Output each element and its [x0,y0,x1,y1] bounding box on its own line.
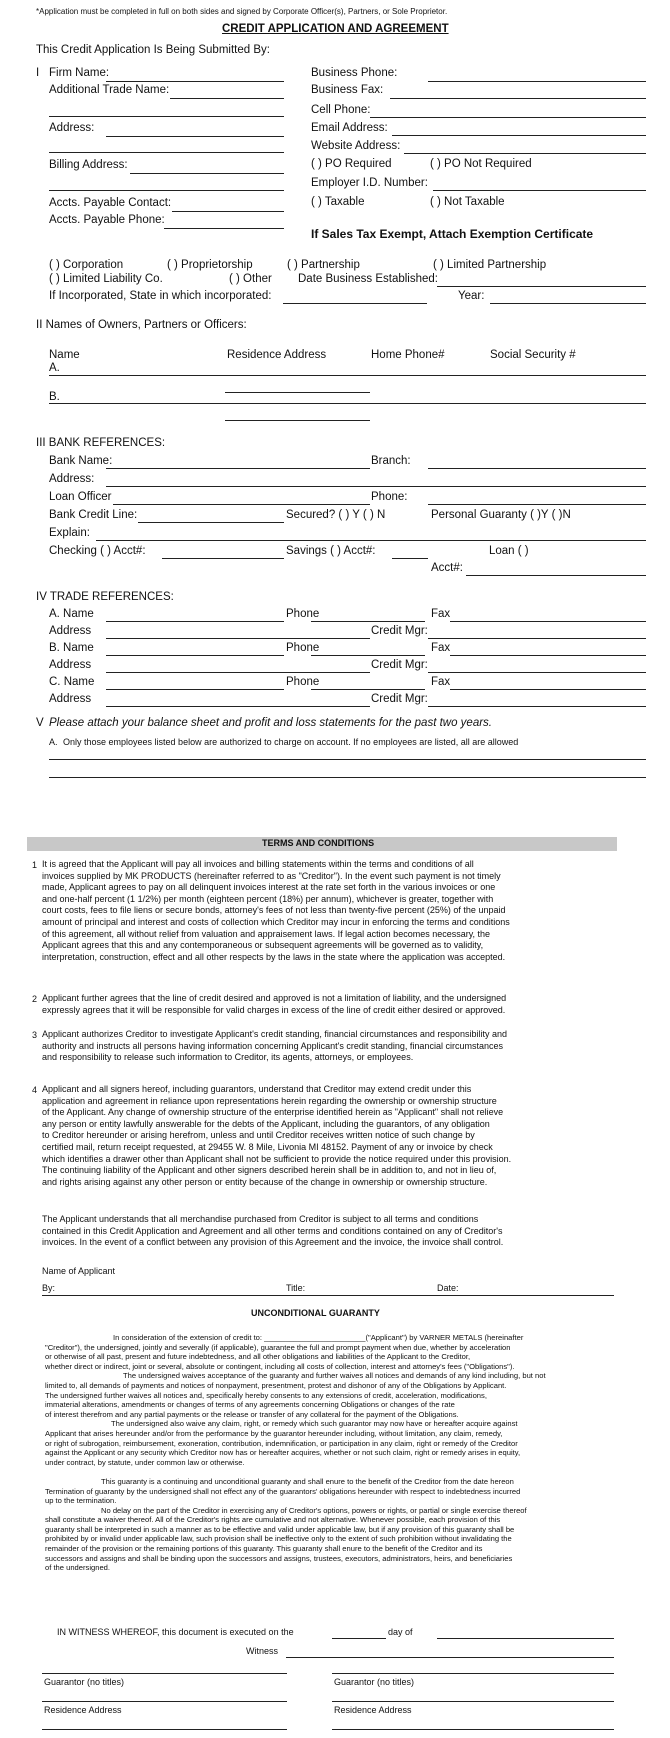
owner-b-address-2[interactable] [225,420,370,421]
checking-acct-field[interactable] [162,558,284,559]
term-3-text: Applicant authorizes Creditor to investigate Applicant's credit standing, financial circumstances and responsibility and authority and instructs all persons having information concerning Applicant's credit standing, financial circumstances and responsibility to release such information to Creditor, its agents, attorneys, or employees. [42,1029,507,1063]
page-title: CREDIT APPLICATION AND AGREEMENT [222,23,449,35]
residence-right-line[interactable] [332,1701,614,1702]
bank-name-label: Bank Name: [49,455,113,467]
ap-contact-field[interactable] [172,211,284,212]
guarantor-left-label: Guarantor (no titles) [44,1677,125,1687]
loan-officer-field[interactable] [113,504,370,505]
trade-c-name-label: C. Name [49,676,95,688]
terms-heading: TERMS AND CONDITIONS [262,838,375,848]
trade-a-address-field[interactable] [106,638,370,639]
trade-b-phone-label: Phone [286,642,320,654]
applicant-signature-line[interactable] [42,1295,614,1296]
term-1-number: 1 [32,860,38,870]
date-label: Date: [437,1283,459,1293]
section-5-numeral: V [36,717,44,729]
trade-b-name-field[interactable] [106,655,284,656]
col-ssn-header: Social Security # [490,349,576,361]
trade-b-name-label: B. Name [49,642,94,654]
trade-c-fax-label: Fax [431,676,451,688]
section-1-numeral: I [36,67,40,79]
section-2-heading: II Names of Owners, Partners or Officers: [36,319,247,331]
business-fax-label: Business Fax: [311,84,384,96]
guarantor-right-label: Guarantor (no titles) [334,1677,415,1687]
term-4-text: Applicant and all signers hereof, including guarantors, understand that Creditor may extend credit under this application and agreement in reliance upon representations herein regarding the ownership or ownership structure of the Applicant. Any change of ownership structure of the enterprise identified herein as "Applicant" shall not relieve any person or entity lawfully answerable for the debts of the Applicant, including the guarantors, of any obligation to Creditor hereunder or arising herefrom, unless and until Creditor receives written notice of such change by certified mail, return receipt requested, at 29455 W. 8 Mile, Livonia MI 48152. Payment of any or invoice by check which identifies a drawer other than Applicant shall not be sufficient to provide the notice required under this provision. The continuing liability of the Applicant and other signers described herein shall be in addition to, and not in lieu of, and rights arising against any other person or entity because of the change in ownership or ownership structure. [42,1084,512,1187]
secured-option[interactable]: Secured? ( ) Y ( ) N [286,509,386,521]
trade-c-address-field[interactable] [106,706,370,707]
bank-phone-field[interactable] [428,504,646,505]
cell-phone-field[interactable] [370,117,646,118]
trade-a-name-field[interactable] [106,621,284,622]
owner-row-b: B. [49,391,60,403]
residence-left-line[interactable] [42,1701,287,1702]
taxable-option[interactable]: ( ) Taxable [311,196,365,208]
bank-address-field[interactable] [106,486,646,487]
additional-trade-name-field[interactable] [170,98,284,99]
witness-whereof-text: IN WITNESS WHEREOF, this document is executed on the [57,1627,294,1637]
authorized-employees-note: Only those employees listed below are authorized to charge on account. If no employees are listed, all are allowed [63,737,519,747]
day-of-label: day of [388,1627,413,1637]
bank-address-label: Address: [49,473,95,485]
address-field-2[interactable] [49,152,284,153]
date-established-field[interactable] [437,286,646,287]
title-label: Title: [286,1283,306,1293]
year-label: Year: [458,290,485,302]
incorporated-state-field[interactable] [283,303,427,304]
residence-right-label: Residence Address [334,1705,412,1715]
employee-line-2[interactable] [49,777,646,778]
trade-a-name-label: A. Name [49,608,94,620]
executed-day-field[interactable] [332,1638,386,1639]
proprietorship-option[interactable]: ( ) Proprietorship [167,259,253,271]
incorporated-state-label: If Incorporated, State in which incorporated: [49,290,272,302]
personal-guaranty-option[interactable]: Personal Guaranty ( )Y ( )N [431,509,571,521]
col-home-phone-header: Home Phone# [371,349,445,361]
address-field[interactable] [106,136,284,137]
partnership-option[interactable]: ( ) Partnership [287,259,360,271]
email-label: Email Address: [311,122,388,134]
business-fax-field[interactable] [390,98,646,99]
trade-c-credit-mgr-label: Credit Mgr: [371,693,428,705]
website-field[interactable] [404,153,646,154]
owner-a-address-2[interactable] [225,392,370,393]
by-label: By: [42,1283,56,1293]
trade-a-fax-field[interactable] [450,621,646,622]
po-not-required-option[interactable]: ( ) PO Not Required [430,158,532,170]
financial-statements-note: Please attach your balance sheet and profit and loss statements for the past two years. [49,717,493,729]
llc-option[interactable]: ( ) Limited Liability Co. [49,273,163,285]
savings-option[interactable]: Savings ( ) Acct#: [286,545,376,557]
terms-closing-text: The Applicant understands that all merchandise purchased from Creditor is subject to all terms and conditions contained in this Credit Application and Agreement and all other terms and conditions contained on any of Creditor's invoices. In the event of a conflict between any provision of this Agreement and the invoice, the invoice shall control. [42,1214,504,1248]
loan-acct-field[interactable] [466,575,646,576]
email-field[interactable] [392,135,646,136]
business-phone-field[interactable] [428,81,646,82]
year-field[interactable] [490,303,646,304]
additional-trade-name-label: Additional Trade Name: [49,84,170,96]
trade-b-credit-mgr-field[interactable] [428,672,646,673]
loan-acct-label: Acct#: [431,562,463,574]
limited-partnership-option[interactable]: ( ) Limited Partnership [433,259,547,271]
trade-b-fax-label: Fax [431,642,451,654]
col-residence-header: Residence Address [227,349,327,361]
trade-a-phone-field[interactable] [311,621,425,622]
employees-prefix: A. [49,737,58,747]
term-1-text: It is agreed that the Applicant will pay all invoices and billing statements within the terms and conditions of all invoices supplied by MK PRODUCTS (hereinafter referred to as "Creditor"). In the event such payment is not timely made, Applicant agrees to pay on all delinquent invoices interest at the rate set forth in the various invoices or one and one-half percent (1 1/2%) per month (eighteen percent (18%) per annum), whichever is greater, together with court costs, fees to file liens or secure bonds, attorney's fees of not less than twenty-five percent (25%) of the unpaid amount of principal and interest and costs of collection which Creditor may incur in enforcing the terms and conditions of this agreement, all without relief from valuation and appraisement laws. If legal action becomes necessary, the Applicant agrees that this and any contemporaneous or subsequent agreements will be governed as to validity, interpretation, construction, effect and all other respects by the laws in the state where the application was accepted. [42,859,510,962]
po-required-option[interactable]: ( ) PO Required [311,158,392,170]
trade-a-phone-label: Phone [286,608,320,620]
sales-tax-exempt-note: If Sales Tax Exempt, Attach Exemption Certificate [311,227,594,241]
billing-address-field-2[interactable] [49,190,284,191]
trade-a-credit-mgr-field[interactable] [428,638,646,639]
owner-row-a: A. [49,362,60,374]
term-4-number: 4 [32,1085,38,1095]
submitted-by-label: This Credit Application Is Being Submitted By: [36,44,270,56]
trade-b-phone-field[interactable] [311,655,425,656]
ap-phone-label: Accts. Payable Phone: [49,214,165,226]
not-taxable-option[interactable]: ( ) Not Taxable [430,196,505,208]
trade-b-address-label: Address [49,659,92,671]
owner-a-field[interactable] [49,375,646,376]
employee-line-1[interactable] [49,759,646,760]
section-3-heading: III BANK REFERENCES: [36,437,166,449]
name-of-applicant-label: Name of Applicant [42,1266,116,1276]
trade-c-phone-field[interactable] [311,689,425,690]
employer-id-label: Employer I.D. Number: [311,177,428,189]
branch-field[interactable] [428,468,646,469]
trade-b-address-field[interactable] [106,672,370,673]
employer-id-field[interactable] [433,190,646,191]
trade-name-field-2[interactable] [49,116,284,117]
witness-signature-line[interactable] [286,1657,614,1658]
other-option[interactable]: ( ) Other [229,273,272,285]
loan-option[interactable]: Loan ( ) [489,545,529,557]
guarantor-right-signature[interactable] [332,1673,614,1674]
guarantor-left-signature[interactable] [42,1673,287,1674]
savings-acct-field[interactable] [392,558,428,559]
billing-address-label: Billing Address: [49,159,128,171]
trade-b-credit-mgr-label: Credit Mgr: [371,659,428,671]
firm-name-field[interactable] [106,81,284,82]
bank-credit-line-label: Bank Credit Line: [49,509,138,521]
trade-c-fax-field[interactable] [450,689,646,690]
checking-option[interactable]: Checking ( ) Acct#: [49,545,146,557]
executed-month-field[interactable] [437,1638,614,1639]
ap-phone-field[interactable] [164,228,284,229]
residence-left-label: Residence Address [44,1705,122,1715]
term-3-number: 3 [32,1030,38,1040]
date-established-label: Date Business Established: [298,273,438,285]
guaranty-text: In consideration of the extension of credit to: ________________________("Applicant") by VARNER METALS (hereinafter "Creditor"), the undersigned, jointly and severally (if applicable), guarantee the full and prompt payment when due, whether by acceleration or otherwise of all past, present and future indebtedness, and all other obligations and liabilities of the Applicant to the Creditor, whether direct or indirect, joint or several, absolute or contingent, including all costs of collection, interest and attorney's fees ("Obligations"). The undersigned waives acceptance of the guaranty and further waives all notices and demands of any kind including, but not limited to, all demands of payments and notices of nonpayment, presentment, protest and dishonor of any of the Obligations by Applicant. The undersigned further waives all notices and, specifically hereby consents to any extensions of credit, acceleration, modifications, immaterial alterations, amendments or changes of terms of any agreements concerning Obligations or changes of the rate of interest therefrom and any partial payments or the release or transfer of any collateral for the payment of the Obligations. The undersigned also waive any claim, right, or remedy which such guarantor may now have or hereafter acquire against Applicant that arises hereunder and/or from the performance by the guarantor hereunder including, without limitation, any claim, remedy, or right of subrogation, reimbursement, exoneration, contribution, indemnification, or participation in any claim, right or remedy of the Creditor against the Applicant or any security which Creditor now has or hereafter acquires, whether or not such claim, right or remedy arises in equity, under contract, by statute, under common law or otherwise. This guaranty is a continuing and unconditional guaranty and shall enure to the benefit of the Creditor from the date hereon Termination of guaranty by the undersigned shall not effect any of the guarantors' obligations hereunder with respect to indebtedness incurred up to the termination. No delay on the part of the Creditor in exercising any of Creditor's options, powers or rights, or partial or single exercise thereof shall constitute a waiver thereof. All of the Creditor's rights are cumulative and not alternative. Whenever possible, each provision of this guaranty shall be interpreted in such a manner as to be effective and valid under applicable law, but if any provision of this guaranty shall be prohibited by or invalid under applicable law, such provision shall be ineffective only to the extent of such prohibition without invalidating the remainder of the provision or the remaining portions of this guaranty. This guaranty shall enure to the benefit of the Creditor and its successors and assigns and shall be binding upon the successors and assigns, trustees, executors, administrators, heirs, and beneficiaries of the undersigned. [45,1333,546,1573]
bank-phone-label: Phone: [371,491,408,503]
explain-label: Explain: [49,527,90,539]
branch-label: Branch: [371,455,411,467]
witness-label: Witness [246,1646,279,1656]
firm-name-label: Firm Name: [49,67,110,79]
trade-c-address-label: Address [49,693,92,705]
trade-a-fax-label: Fax [431,608,451,620]
trade-c-name-field[interactable] [106,689,284,690]
website-label: Website Address: [311,140,401,152]
section-4-heading: IV TRADE REFERENCES: [36,591,174,603]
residence-right-line-2[interactable] [332,1729,614,1730]
business-phone-label: Business Phone: [311,67,398,79]
bank-name-field[interactable] [106,468,370,469]
term-2-number: 2 [32,994,38,1004]
cell-phone-label: Cell Phone: [311,104,371,116]
trade-b-fax-field[interactable] [450,655,646,656]
corporation-option[interactable]: ( ) Corporation [49,259,124,271]
trade-c-phone-label: Phone [286,676,320,688]
bank-credit-line-field[interactable] [138,522,284,523]
residence-left-line-2[interactable] [42,1729,287,1730]
trade-a-credit-mgr-label: Credit Mgr: [371,625,428,637]
term-2-text: Applicant further agrees that the line of credit desired and approved is not a limitation of liability, and the undersigned expressly agrees that it will be responsible for valid charges in excess of the line of credit either desired or approved. [42,993,507,1015]
trade-c-credit-mgr-field[interactable] [428,706,646,707]
billing-address-field[interactable] [130,173,284,174]
trade-a-address-label: Address [49,625,92,637]
explain-field[interactable] [96,540,646,541]
address-label: Address: [49,122,95,134]
application-note: *Application must be completed in full on both sides and signed by Corporate Officer(s), Partners, or Sole Proprietor. [36,7,448,16]
loan-officer-label: Loan Officer [49,491,112,503]
owner-b-field[interactable] [49,403,646,404]
ap-contact-label: Accts. Payable Contact: [49,197,172,209]
col-name-header: Name [49,349,80,361]
guaranty-heading: UNCONDITIONAL GUARANTY [251,1308,380,1318]
